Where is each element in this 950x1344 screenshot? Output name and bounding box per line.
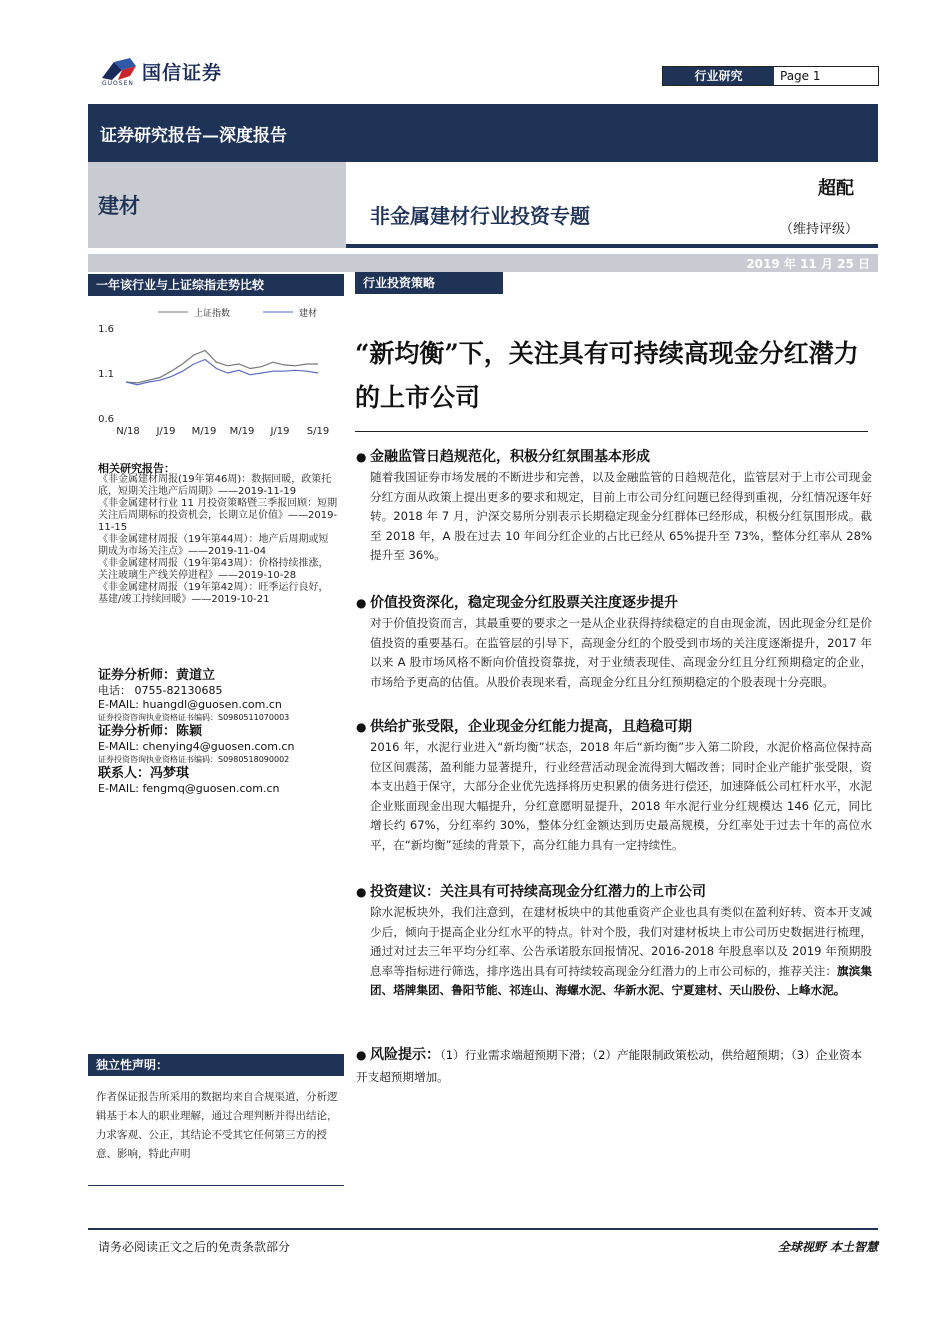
logo-subtext: GUOSEN [102, 80, 134, 87]
contact-name: 联系人：冯梦琪 [98, 766, 190, 781]
y-tick-label: 1.1 [98, 369, 114, 380]
section-heading: 供给扩张受限，企业现金分红能力提高，且趋稳可期 [370, 719, 692, 735]
section-body-text: 除水泥板块外，我们注意到，在建材板块中的其他重资产企业也具有类似在盈利好转、资本开支减少后，倾向于提高企业分红水平的特点。针对个股，我们对建材板块上市公司历史数据进行梳理，通过对过去三年平均分红率、公告承诺股东回报情况、2016-2018 年股息率以及 2019 年预期股息率等指标进行筛选，排序选出具有可持续较高现金分红潜力的上市公司标的，推荐关注： [370, 905, 872, 978]
slogan: 全球视野 本土智慧 [777, 1240, 878, 1254]
legend-label: 建材 [299, 309, 318, 319]
section-heading: 金融监管日趋规范化，积极分红氛围基本形成 [370, 449, 650, 465]
headline-divider [355, 431, 868, 432]
related-report-item[interactable]: 《非金属建材周报(19年第46周)：数据回暖，政策托底，短期关注地产后周期》——2019-11-19 [98, 474, 332, 497]
logo-text: 国信证券 [142, 62, 223, 84]
title-underline [346, 244, 878, 248]
y-tick-label: 1.6 [98, 324, 114, 335]
contact-email[interactable]: E-MAIL: fengmq@guosen.com.cn [98, 782, 280, 795]
bullet-icon: ● [356, 450, 367, 464]
bullet-icon: ● [356, 720, 367, 734]
section-1 [356, 446, 872, 566]
strategy-tag: 行业投资策略 [355, 272, 503, 294]
risk-text: （1）行业需求端超预期下滑；（2）产能限制政策松动，供给超预期；（3）企业资本开支超预期增加。 [356, 1048, 863, 1084]
rating: 超配 [818, 178, 854, 199]
report-type: 证券研究报告—深度报告 [100, 126, 287, 146]
related-reports-list [98, 474, 338, 606]
analyst-email[interactable]: E-MAIL: chenying4@guosen.com.cn [98, 740, 295, 753]
analyst-info [98, 668, 348, 796]
related-report-item[interactable]: 《非金属建材周报（19年第44周）：地产后周期或短期成为市场关注点》——2019-11-04 [98, 534, 329, 557]
declaration-text: 作者保证报告所采用的数据均来自合规渠道，分析逻辑基于本人的职业理解，通过合理判断并得出结论，力求客观、公正，其结论不受其它任何第三方的授意、影响，特此声明 [96, 1091, 338, 1160]
page-number: Page 1 [780, 69, 821, 83]
related-report-item[interactable]: 《非金属建材周报（19年第42周）：旺季运行良好，基建/竣工持续回暖》——2019-10-21 [98, 582, 329, 605]
y-tick-label: 0.6 [98, 414, 114, 425]
guosen-logo-icon [100, 56, 138, 82]
legend-label: 上证指数 [194, 309, 231, 319]
risk-heading: 风险提示： [370, 1047, 440, 1063]
section-risk [356, 1044, 872, 1088]
analyst-cert: 证券投资咨询执业资格证书编码：S0980511070003 [98, 713, 290, 722]
analyst-name: 证券分析师：黄道立 [98, 668, 216, 683]
rating-note: （维持评级） [779, 222, 858, 237]
headline: “新均衡”下，关注具有可持续高现金分红潜力的上市公司 [355, 339, 859, 412]
section-4 [356, 881, 872, 1001]
report-date: 2019 年 11 月 25 日 [746, 257, 870, 271]
sector-panel [88, 162, 346, 248]
section-heading: 价值投资深化，稳定现金分红股票关注度逐步提升 [370, 595, 678, 611]
analyst-phone: 电话： 0755-82130685 [98, 684, 223, 697]
sector-name: 建材 [98, 193, 140, 218]
section-body: 对于价值投资而言，其最重要的要求之一是从企业获得持续稳定的自由现金流，因此现金分红是价值投资的重要基石。在监管层的引导下，高现金分红的个股受到市场的关注度逐渐提升，2017 年以来 A 股市场风格不断向价值投资靠拢，对于业绩表现佳、高现金分红且分红预期稳定的企业，市场给予更高的估值。从股价表现来看，高现金分红且分红预期稳定的个股表现十分亮眼。 [370, 616, 872, 689]
analyst-cert: 证券投资咨询执业资格证书编码：S0980518090002 [98, 755, 290, 764]
section-2 [356, 592, 872, 692]
x-tick-label: M/19 [191, 426, 217, 437]
analyst-name: 证券分析师：陈颖 [98, 724, 203, 739]
x-tick-label: M/19 [229, 426, 255, 437]
related-report-item[interactable]: 《非金属建材行业 11 月投资策略暨三季报回顾：短期关注后周期标的投资机会，长期立足价值》——2019-11-15 [98, 498, 338, 533]
title-band [88, 162, 878, 248]
disclaimer-note: 请务必阅读正文之后的免责条款部分 [98, 1240, 291, 1254]
category-label: 行业研究 [663, 67, 774, 85]
bullet-icon: ● [356, 885, 367, 899]
x-tick-label: J/19 [270, 426, 290, 437]
declaration-header: 独立性声明： [88, 1054, 344, 1076]
footer-divider [88, 1228, 878, 1230]
section-body [356, 903, 872, 1001]
section-body: 2016 年，水泥行业进入“新均衡”状态，2018 年后“新均衡”步入第二阶段，水泥价格高位保持高位区间震荡，盈利能力显著提升，行业经营活动现金流得到大幅改善；同时企业产能扩张受限，资本支出趋于保守，大部分企业优先选择将历史积累的债务进行偿还，加速降低公司杠杆水平，水泥企业账面现金出现大幅提升，分红意愿明显提升，2018 年水泥行业分红规模达 146 亿元，同比增长约 67%，分红率约 30%，整体分红金额达到历史最高规模，分红率处于过去十年的高位水平，在“新均衡”延续的背景下，高分红能力具有一定持续性。 [370, 740, 872, 852]
related-report-item[interactable]: 《非金属建材周报（19年第43周）：价格持续推涨，关注玻璃生产线关停进程》——2019-10-28 [98, 558, 329, 581]
report-type-band [88, 104, 878, 162]
bullet-icon: ● [356, 596, 367, 610]
date-bar [88, 254, 878, 272]
related-reports-title: 相关研究报告： [98, 462, 175, 475]
section-body: 随着我国证券市场发展的不断进步和完善，以及金融监管的日趋规范化，监管层对于上市公司现金分红方面从政策上提出更多的要求和规定，目前上市公司分红问题已经得到重视，分红情况逐年好转。2018 年 7 月，沪深交易所分别表示长期稳定现金分红群体已经形成，积极分红氛围形成。截至 2018 年，A 股在过去 10 年间分红企业的占比已经从 65%提升至 73%，整体分红率从 28%提升至 36%。 [370, 470, 872, 563]
series-line [126, 360, 318, 385]
bullet-icon: ● [356, 1048, 367, 1062]
x-tick-label: S/19 [306, 426, 330, 437]
x-tick-label: J/19 [156, 426, 176, 437]
chart-svg [88, 298, 344, 448]
section-heading: 投资建议：关注具有可持续高现金分红潜力的上市公司 [370, 884, 706, 900]
company-logo [100, 52, 240, 88]
series-line [126, 351, 318, 383]
x-tick-label: N/18 [116, 426, 140, 437]
page-indicator [662, 66, 879, 86]
chart-header: 一年该行业与上证综指走势比较 [88, 274, 344, 296]
recommended-stocks: 旗滨集团、塔牌集团、鲁阳节能、祁连山、海螺水泥、华新水泥、宁夏建材、天山股份、上峰水泥。 [370, 963, 872, 998]
section-3 [356, 716, 872, 856]
performance-chart [88, 298, 344, 448]
analyst-email[interactable]: E-MAIL: huangdl@guosen.com.cn [98, 698, 282, 711]
report-title: 非金属建材行业投资专题 [370, 204, 590, 228]
